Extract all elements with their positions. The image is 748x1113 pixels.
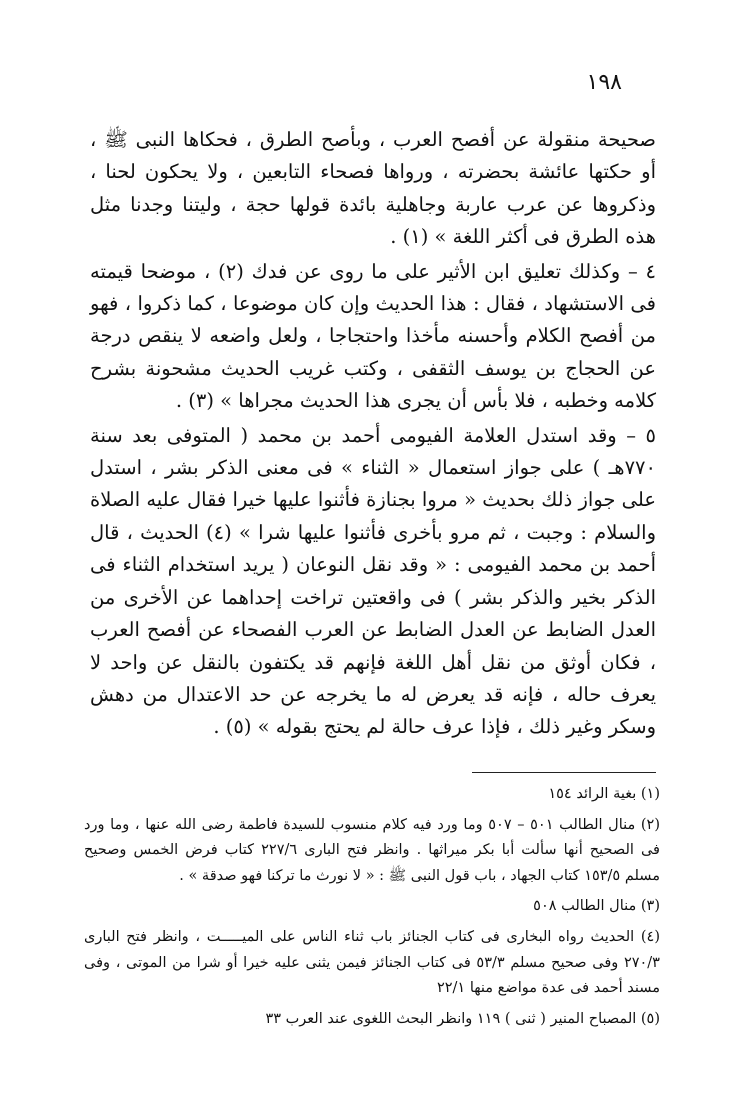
footnote-1: (١) بغية الرائد ١٥٤: [548, 786, 660, 802]
footnotes: [84, 782, 660, 1037]
footnote-separator: [472, 772, 656, 773]
footnote-5: (٥) المصباح المنير ( ثنى ) ١١٩ وانظر البحث اللغوى عند العرب ٣٣: [265, 1010, 660, 1027]
paragraph-5: ٥ – وقد استدل العلامة الفيومى أحمد بن محمد ( المتوفى بعد سنة ٧٧٠هـ ) على جواز استعمال « الثناء » فى معنى الذكر بشر ، استدل على جواز ذلك بحديث « مروا بجنازة فأثنوا عليها خيرا فقال عليه الصلاة والسلام : وجبت ، ثم مرو بأخرى فأثنوا عليها شرا » (٤) الحديث ، قال أحمد بن محمد الفيومى : « وقد نقل النوعان ( يريد استخدام الثناء فى الذكر بخير والذكر بشر ) فى واقعتين تراخت إحداهما عن الأخرى من العدل الضابط عن العدل الضابط عن العرب الفصحاء عن أفصح العرب ، فكان أوثق من نقل أهل اللغة فإنهم قد يكتفون بالنقل عن واحد لا يعرف حاله ، فإنه قد يعرض له ما يخرجه عن حد الاعتدال من دهش وسكر وغير ذلك ، فإذا عرف حالة لم يحتج بقوله » (٥) .: [90, 423, 656, 739]
footnote-2: (٢) منال الطالب ٥٠١ – ٥٠٧ وما ورد فيه كلام منسوب للسيدة فاطمة رضى الله عنها ، وما ورد فى الصحيح أنها سألت أبا بكر ميراثها . وانظر فتح البارى ٢٢٧/٦ كتاب فرض الخمس وصحيح مسلم ١٥٣/٥ كتاب الجهاد ، باب قول النبى ﷺ : « لا نورث ما تركنا فهو صدقة » .: [84, 816, 661, 884]
footnote-3: (٣) منال الطالب ٥٠٨: [533, 898, 660, 915]
page-number: ١٩٨: [586, 70, 622, 95]
paragraph-4: ٤ – وكذلك تعليق ابن الأثير على ما روى عن فدك (٢) ، موضحا قيمته فى الاستشهاد ، فقال : هذا الحديث وإن كان موضوعا ، كما ذكروا ، فهو من أفصح الكلام وأحسنه مأخذا واحتجاجا ، ولعل واضعه لا ينقص درجة عن الحجاج بن يوسف الثقفى ، وكتب غريب الحديث مشحونة بشرح كلامه وخطبه ، فلا بأس أن يجرى هذا الحديث مجراها » (٣) .: [90, 259, 656, 413]
main-text: [90, 124, 656, 746]
paragraph-continuation: صحيحة منقولة عن أفصح العرب ، وبأصح الطرق ، فحكاها النبى ﷺ ، أو حكتها عائشة بحضرته ، ورواها فصحاء التابعين ، ولا يحكون لحنا ، وذكروها عن عرب عاربة وجاهلية بائدة قولها حجة ، وليتنا وجدنا مثل هذه الطرق فى أكثر اللغة » (١) .: [90, 128, 656, 249]
footnote-4: (٤) الحديث رواه البخارى فى كتاب الجنائز باب ثناء الناس على الميـــــت ، وانظر فتح البارى ٢٧٠/٣ وفى صحيح مسلم ٥٣/٣ فى كتاب الجنائز فيمن يثنى عليه خيرا أو شرا من الموتى ، وفى مسند أحمد فى عدة مواضع منها ٢٢/١: [84, 928, 660, 997]
